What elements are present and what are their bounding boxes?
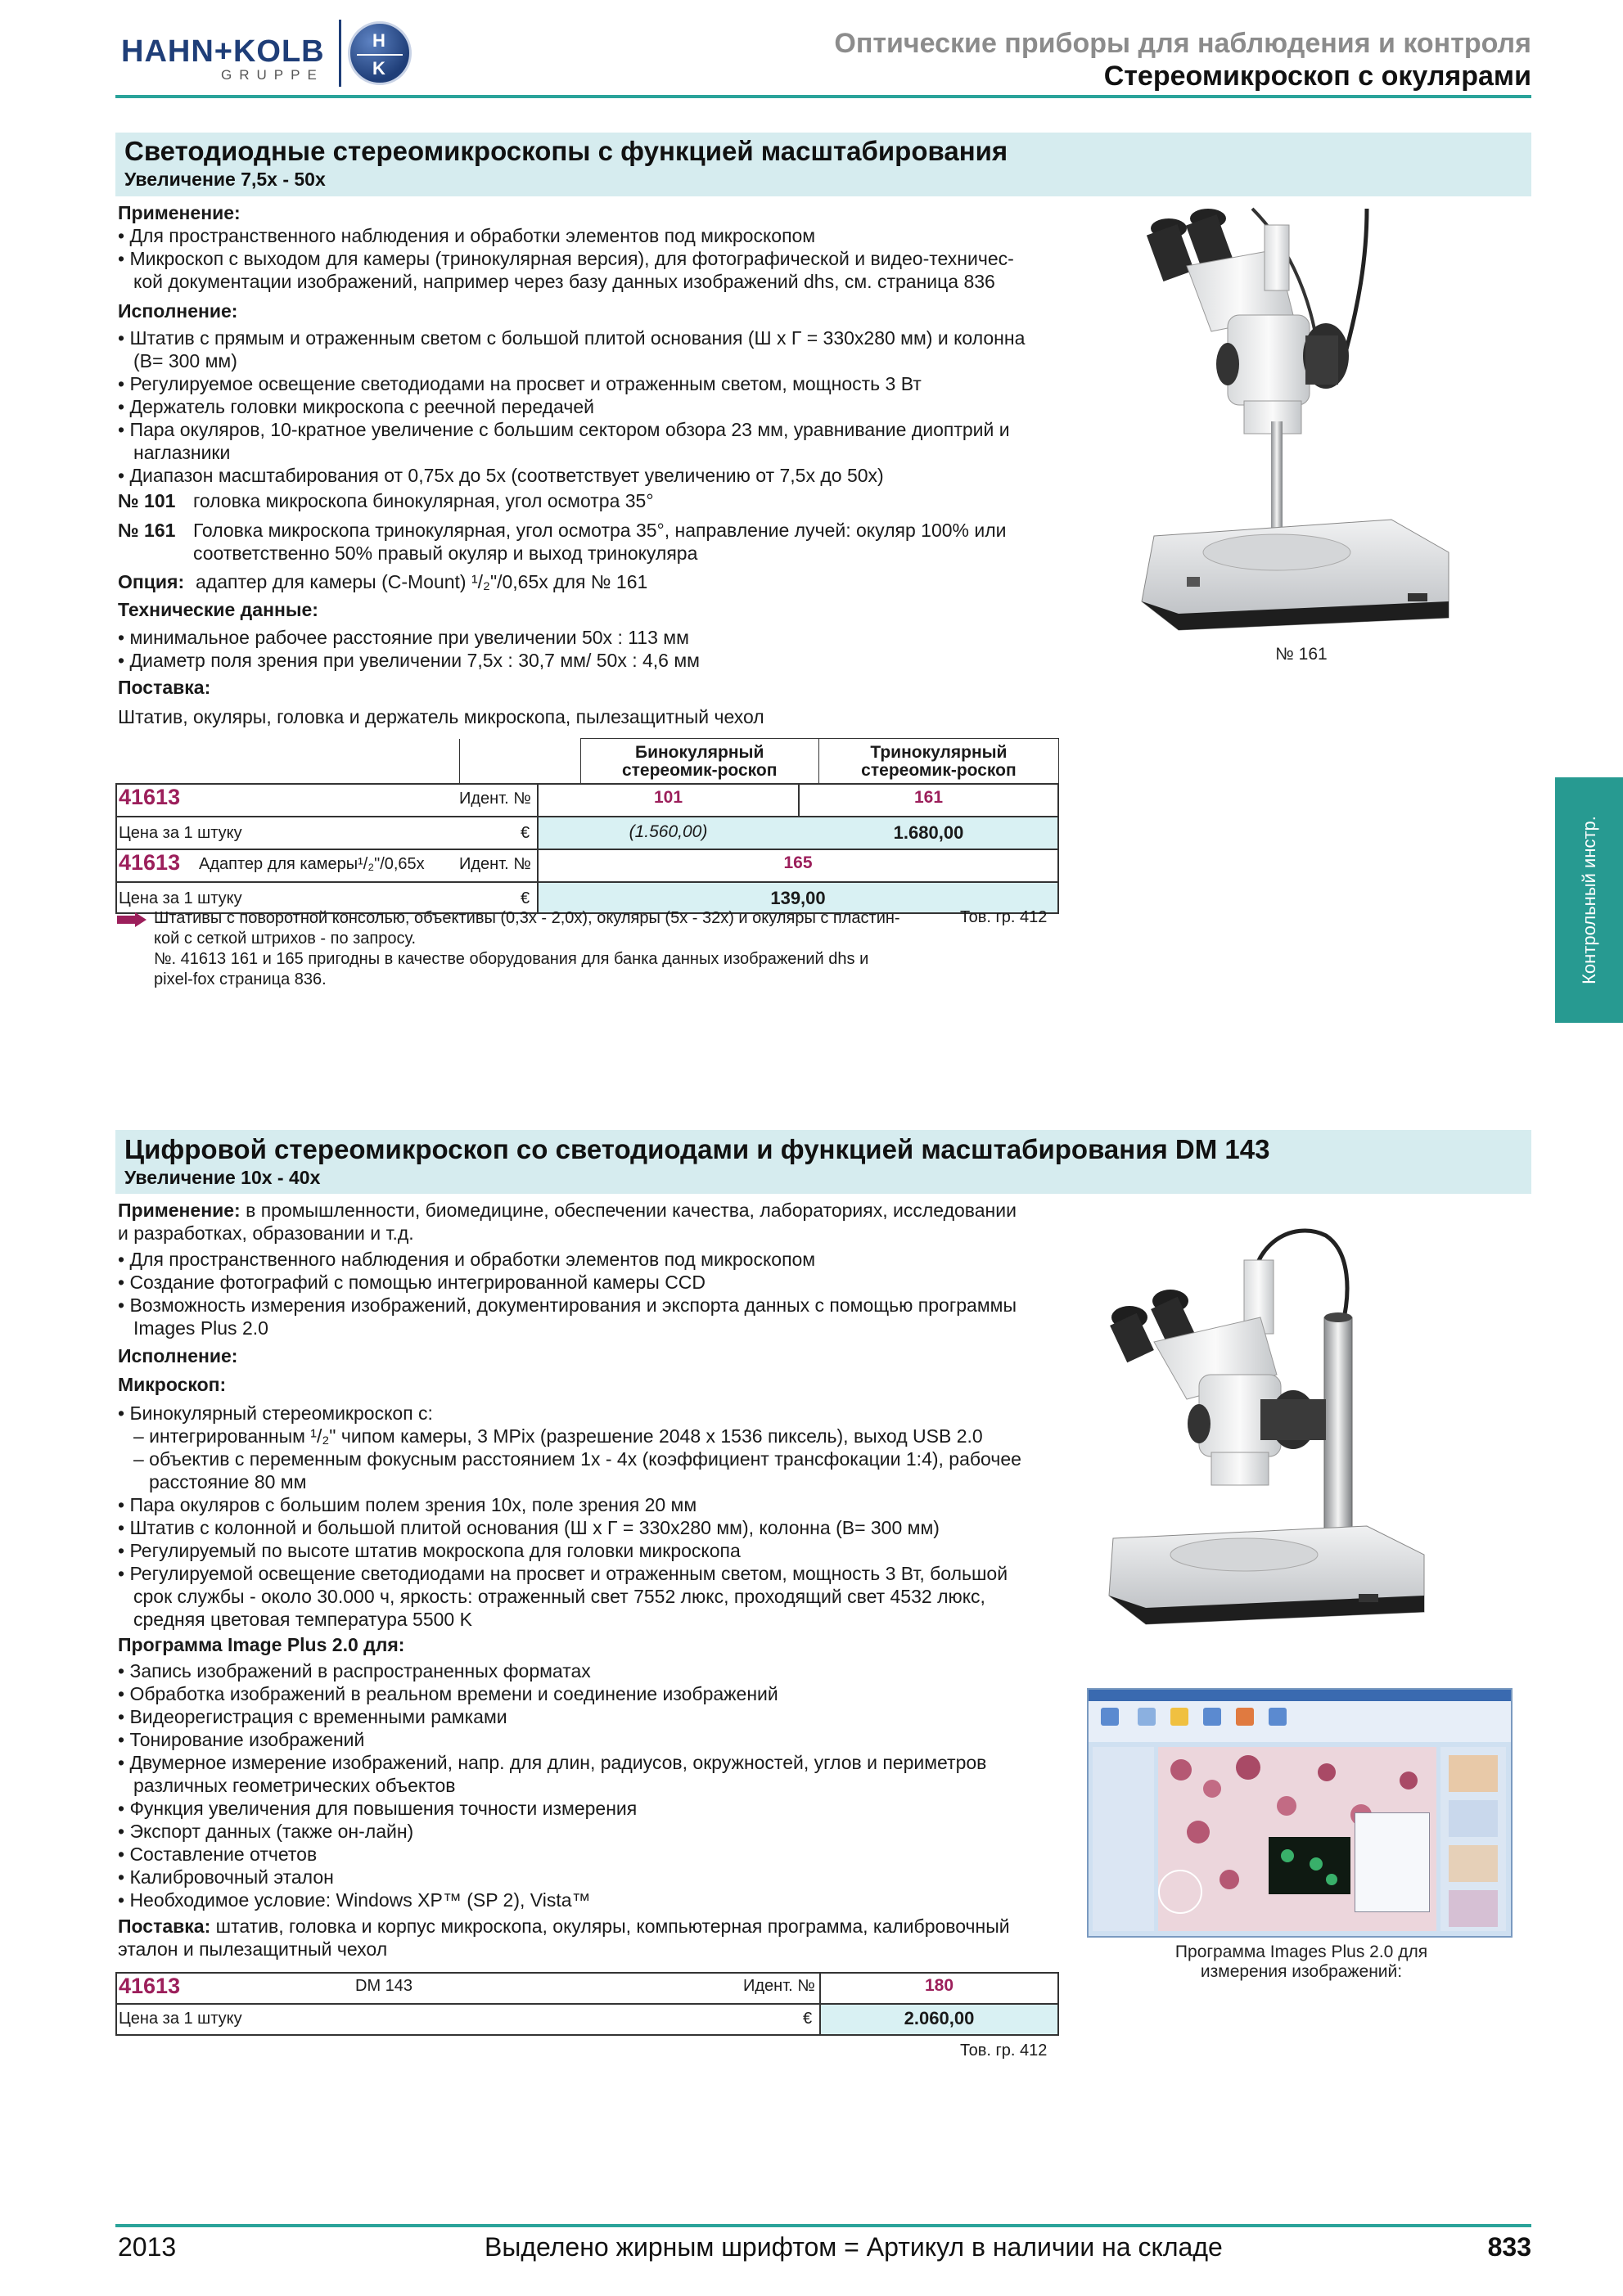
application-item: • Микроскоп с выходом для камеры (тринокулярная версия), для фотографической и видео-техничес- — [118, 248, 1014, 269]
microscope-item: • Штатив с колонной и большой плитой основания (Ш x Г = 330x280 мм), колонна (В= 300 мм) — [118, 1517, 940, 1538]
delivery-line: эталон и пылезащитный чехол — [118, 1938, 388, 1960]
footer-legend: Выделено жирным шрифтом = Артикул в наличии на складе — [485, 2232, 1223, 2262]
microscope-item: • Регулируемой освещение светодиодами на просвет и отраженным светом, мощность 3 Вт, большой — [118, 1563, 1008, 1584]
note-line: Штативы с поворотной консолью, объективы (0,3x - 2,0x), окуляры (5x - 32x) и окуляры с пластин- — [154, 909, 900, 927]
article-number: 41613 — [119, 1974, 181, 1998]
program-item: • Составление отчетов — [118, 1844, 318, 1865]
variant-101-label: № 101 — [118, 490, 176, 511]
microscope-item: срок службы - около 30.000 ч, яркость: отраженный свет 7552 люкс, проходящий свет 4532 люкс, — [133, 1586, 985, 1607]
execution-item: • Пара окуляров, 10-кратное увеличение с большим сектором обзора 23 мм, уравнивание диоптрий и — [118, 419, 1010, 440]
microscope-item: • Регулируемый по высоте штатив мокроскопа для головки микроскопа — [118, 1540, 741, 1561]
program-item: • Запись изображений в распространенных форматах — [118, 1660, 591, 1681]
application-item: • Для пространственного наблюдения и обработки элементов под микроскопом — [118, 1249, 816, 1270]
execution-item: наглазники — [133, 442, 231, 463]
variant-101-text: головка микроскопа бинокулярная, угол осмотра 35° — [193, 490, 654, 511]
variant-161-text: соответственно 50% правый окуляр и выход тринокуляра — [193, 542, 698, 564]
section1-title: Светодиодные стереомикроскопы с функцией масштабирования — [124, 136, 1008, 166]
microscope-item: • Пара окуляров с большим полем зрения 10x, поле зрения 20 мм — [118, 1494, 697, 1515]
price-101: (1.560,00) — [629, 822, 708, 841]
col-binocular-header: Бинокулярный стереомик-роскоп — [580, 739, 818, 785]
execution-item: (В= 300 мм) — [133, 350, 237, 371]
program-heading: Программа Image Plus 2.0 для: — [118, 1634, 405, 1655]
program-item: • Двумерное измерение изображений, напр. для длин, радиусов, окружностей, углов и периметров — [118, 1752, 987, 1773]
adapter-desc: Адаптер для камеры¹/₂"/0,65x — [199, 855, 425, 873]
execution-heading: Исполнение: — [118, 300, 238, 322]
microscope-item: • Бинокулярный стереомикроскоп с: — [118, 1402, 433, 1424]
dm143-price-table — [115, 1972, 1059, 2036]
microscope-caption: № 161 — [1275, 645, 1328, 664]
application-item: кой документации изображений, например через базу данных изображений dhs, см. страница 836 — [133, 271, 995, 292]
tech-item: • минимальное рабочее расстояние при увеличении 50x : 113 мм — [118, 627, 689, 648]
euro-sign: € — [521, 824, 530, 842]
article-number: 41613 — [119, 785, 181, 809]
microscope-item: средняя цветовая температура 5500 K — [133, 1609, 472, 1630]
price-table — [115, 738, 1059, 785]
delivery-label: Поставка: — [118, 1916, 211, 1937]
program-item: • Необходимое условие: Windows XP™ (SP 2), Vista™ — [118, 1889, 591, 1911]
ident-label: Идент. № — [459, 790, 531, 808]
application-text: в промышленности, биомедицине, обеспечении качества, лабораториях, исследовании — [246, 1200, 1017, 1221]
execution-item: • Регулируемое освещение светодиодами на просвет и отраженным светом, мощность 3 Вт — [118, 373, 922, 394]
model-name: DM 143 — [355, 1977, 413, 1995]
price-label: Цена за 1 штуку — [119, 2010, 242, 2028]
screenshot-caption-line: измерения изображений: — [1200, 1962, 1403, 1981]
application-line — [118, 1199, 1017, 1222]
program-item: различных геометрических объектов — [133, 1775, 456, 1796]
price-161: 1.680,00 — [893, 822, 964, 843]
tech-item: • Диаметр поля зрения при увеличении 7,5x : 30,7 мм/ 50x : 4,6 мм — [118, 650, 700, 671]
tech-heading: Технические данные: — [118, 599, 318, 620]
variant-161-label: № 161 — [118, 520, 176, 541]
header-divider — [115, 95, 1531, 98]
logo-divider — [339, 20, 341, 87]
option-text: адаптер для камеры (C-Mount) ¹/₂"/0,65x для № 161 — [196, 571, 648, 592]
article-number: 41613 — [119, 850, 181, 875]
application-item: • Создание фотографий с помощью интегрированной камеры CCD — [118, 1272, 706, 1293]
program-item: • Обработка изображений в реальном времени и соединение изображений — [118, 1683, 778, 1704]
execution-heading: Исполнение: — [118, 1345, 238, 1366]
microscope-heading: Микроскоп: — [118, 1374, 227, 1395]
delivery-text: штатив, головка и корпус микроскопа, окуляры, компьютерная программа, калибровочный — [215, 1916, 1010, 1937]
variant-161-text: Головка микроскопа тринокулярная, угол осмотра 35°, направление лучей: окуляр 100% или — [193, 520, 1007, 541]
microscope-item: – интегрированным ¹/₂" чипом камеры, 3 MPix (разрешение 2048 x 1536 пиксель), выход USB 2.0 — [133, 1425, 983, 1447]
screenshot-caption-line: Программа Images Plus 2.0 для — [1174, 1943, 1428, 1961]
brand-emblem-icon: H K — [348, 21, 412, 85]
application-heading: Применение: — [118, 202, 241, 223]
product-group-ref: Тов. гр. 412 — [960, 2042, 1048, 2060]
price-180: 2.060,00 — [904, 2008, 975, 2028]
note-line: pixel-fox страница 836. — [154, 970, 327, 988]
application-item: Images Plus 2.0 — [133, 1317, 268, 1339]
delivery-text: Штатив, окуляры, головка и держатель микроскопа, пылезащитный чехол — [118, 706, 764, 727]
program-item: • Экспорт данных (также он-лайн) — [118, 1821, 414, 1842]
note-line: №. 41613 161 и 165 пригодны в качестве оборудования для банка данных изображений dhs и — [154, 950, 869, 968]
delivery-heading: Поставка: — [118, 677, 211, 698]
execution-item: • Держатель головки микроскопа с реечной передачей — [118, 396, 594, 417]
price-label: Цена за 1 штуку — [119, 824, 242, 842]
price-table-body — [115, 783, 1059, 914]
ident-label: Идент. № — [743, 1977, 815, 1995]
side-tab-label: Контрольный инстр. — [1578, 816, 1599, 984]
section2-subtitle: Увеличение 10x - 40x — [124, 1167, 321, 1188]
ident-101[interactable]: 101 — [653, 788, 683, 807]
footer-year: 2013 — [118, 2232, 177, 2262]
section2-title: Цифровой стереомикроскоп со светодиодами и функцией масштабирования DM 143 — [124, 1134, 1270, 1164]
ident-label: Идент. № — [459, 855, 531, 873]
program-item: • Калибровочный эталон — [118, 1866, 334, 1888]
application-item: • Для пространственного наблюдения и обработки элементов под микроскопом — [118, 225, 816, 246]
application-label: Применение: — [118, 1200, 241, 1221]
program-item: • Тонирование изображений — [118, 1729, 365, 1750]
execution-item: • Диапазон масштабирования от 0,75x до 5x (соответствует увеличению от 7,5x до 50x) — [118, 465, 884, 486]
ident-180[interactable]: 180 — [924, 1976, 954, 1995]
section1-subtitle: Увеличение 7,5x - 50x — [124, 169, 326, 190]
page-subcategory: Стереомикроскоп с окулярами — [1103, 61, 1531, 92]
program-item: • Видеорегистрация с временными рамками — [118, 1706, 507, 1727]
application-item: • Возможность измерения изображений, документирования и экспорта данных с помощью программы — [118, 1294, 1017, 1316]
side-index-tab[interactable] — [1555, 777, 1623, 1023]
note-arrow-icon — [117, 912, 147, 927]
note-line: кой с сеткой штрихов - по запросу. — [154, 930, 417, 948]
page-number: 833 — [1487, 2232, 1531, 2262]
euro-sign: € — [521, 889, 530, 907]
product-group-ref: Тов. гр. 412 — [960, 908, 1048, 926]
col-trinocular-header: Тринокулярный стереомик-роскоп — [818, 739, 1058, 785]
screenshot-caption — [1129, 1943, 1473, 1982]
program-item: • Функция увеличения для повышения точности измерения — [118, 1798, 638, 1819]
brand-logo-text: HAHN+KOLB — [121, 34, 325, 69]
delivery-line — [118, 1915, 1010, 1938]
microscope-item: расстояние 80 мм — [149, 1471, 307, 1492]
microscope-item: – объектив с переменным фокусным расстоянием 1x - 4x (коэффициент трансфокации 1:4), рабочее — [133, 1448, 1021, 1470]
images-plus-screenshot — [1087, 1688, 1513, 1938]
option-label: Опция: — [118, 571, 185, 592]
application-line: и разработках, образовании и т.д. — [118, 1222, 414, 1244]
euro-sign: € — [803, 2010, 813, 2028]
brand-logo-subtext: GRUPPE — [221, 67, 324, 83]
price-165: 139,00 — [770, 888, 826, 908]
ident-161[interactable]: 161 — [913, 788, 944, 807]
ident-165[interactable]: 165 — [783, 853, 813, 872]
price-label: Цена за 1 штуку — [119, 889, 242, 907]
dm143-microscope-image — [1097, 1211, 1440, 1636]
page-category: Оптические приборы для наблюдения и контроля — [834, 28, 1531, 59]
execution-item: • Штатив с прямым и отраженным светом с большой плитой основания (Ш х Г = 330x280 мм) и колонна — [118, 327, 1026, 349]
trinocular-microscope-image — [1121, 192, 1473, 651]
footer-divider — [115, 2224, 1531, 2227]
